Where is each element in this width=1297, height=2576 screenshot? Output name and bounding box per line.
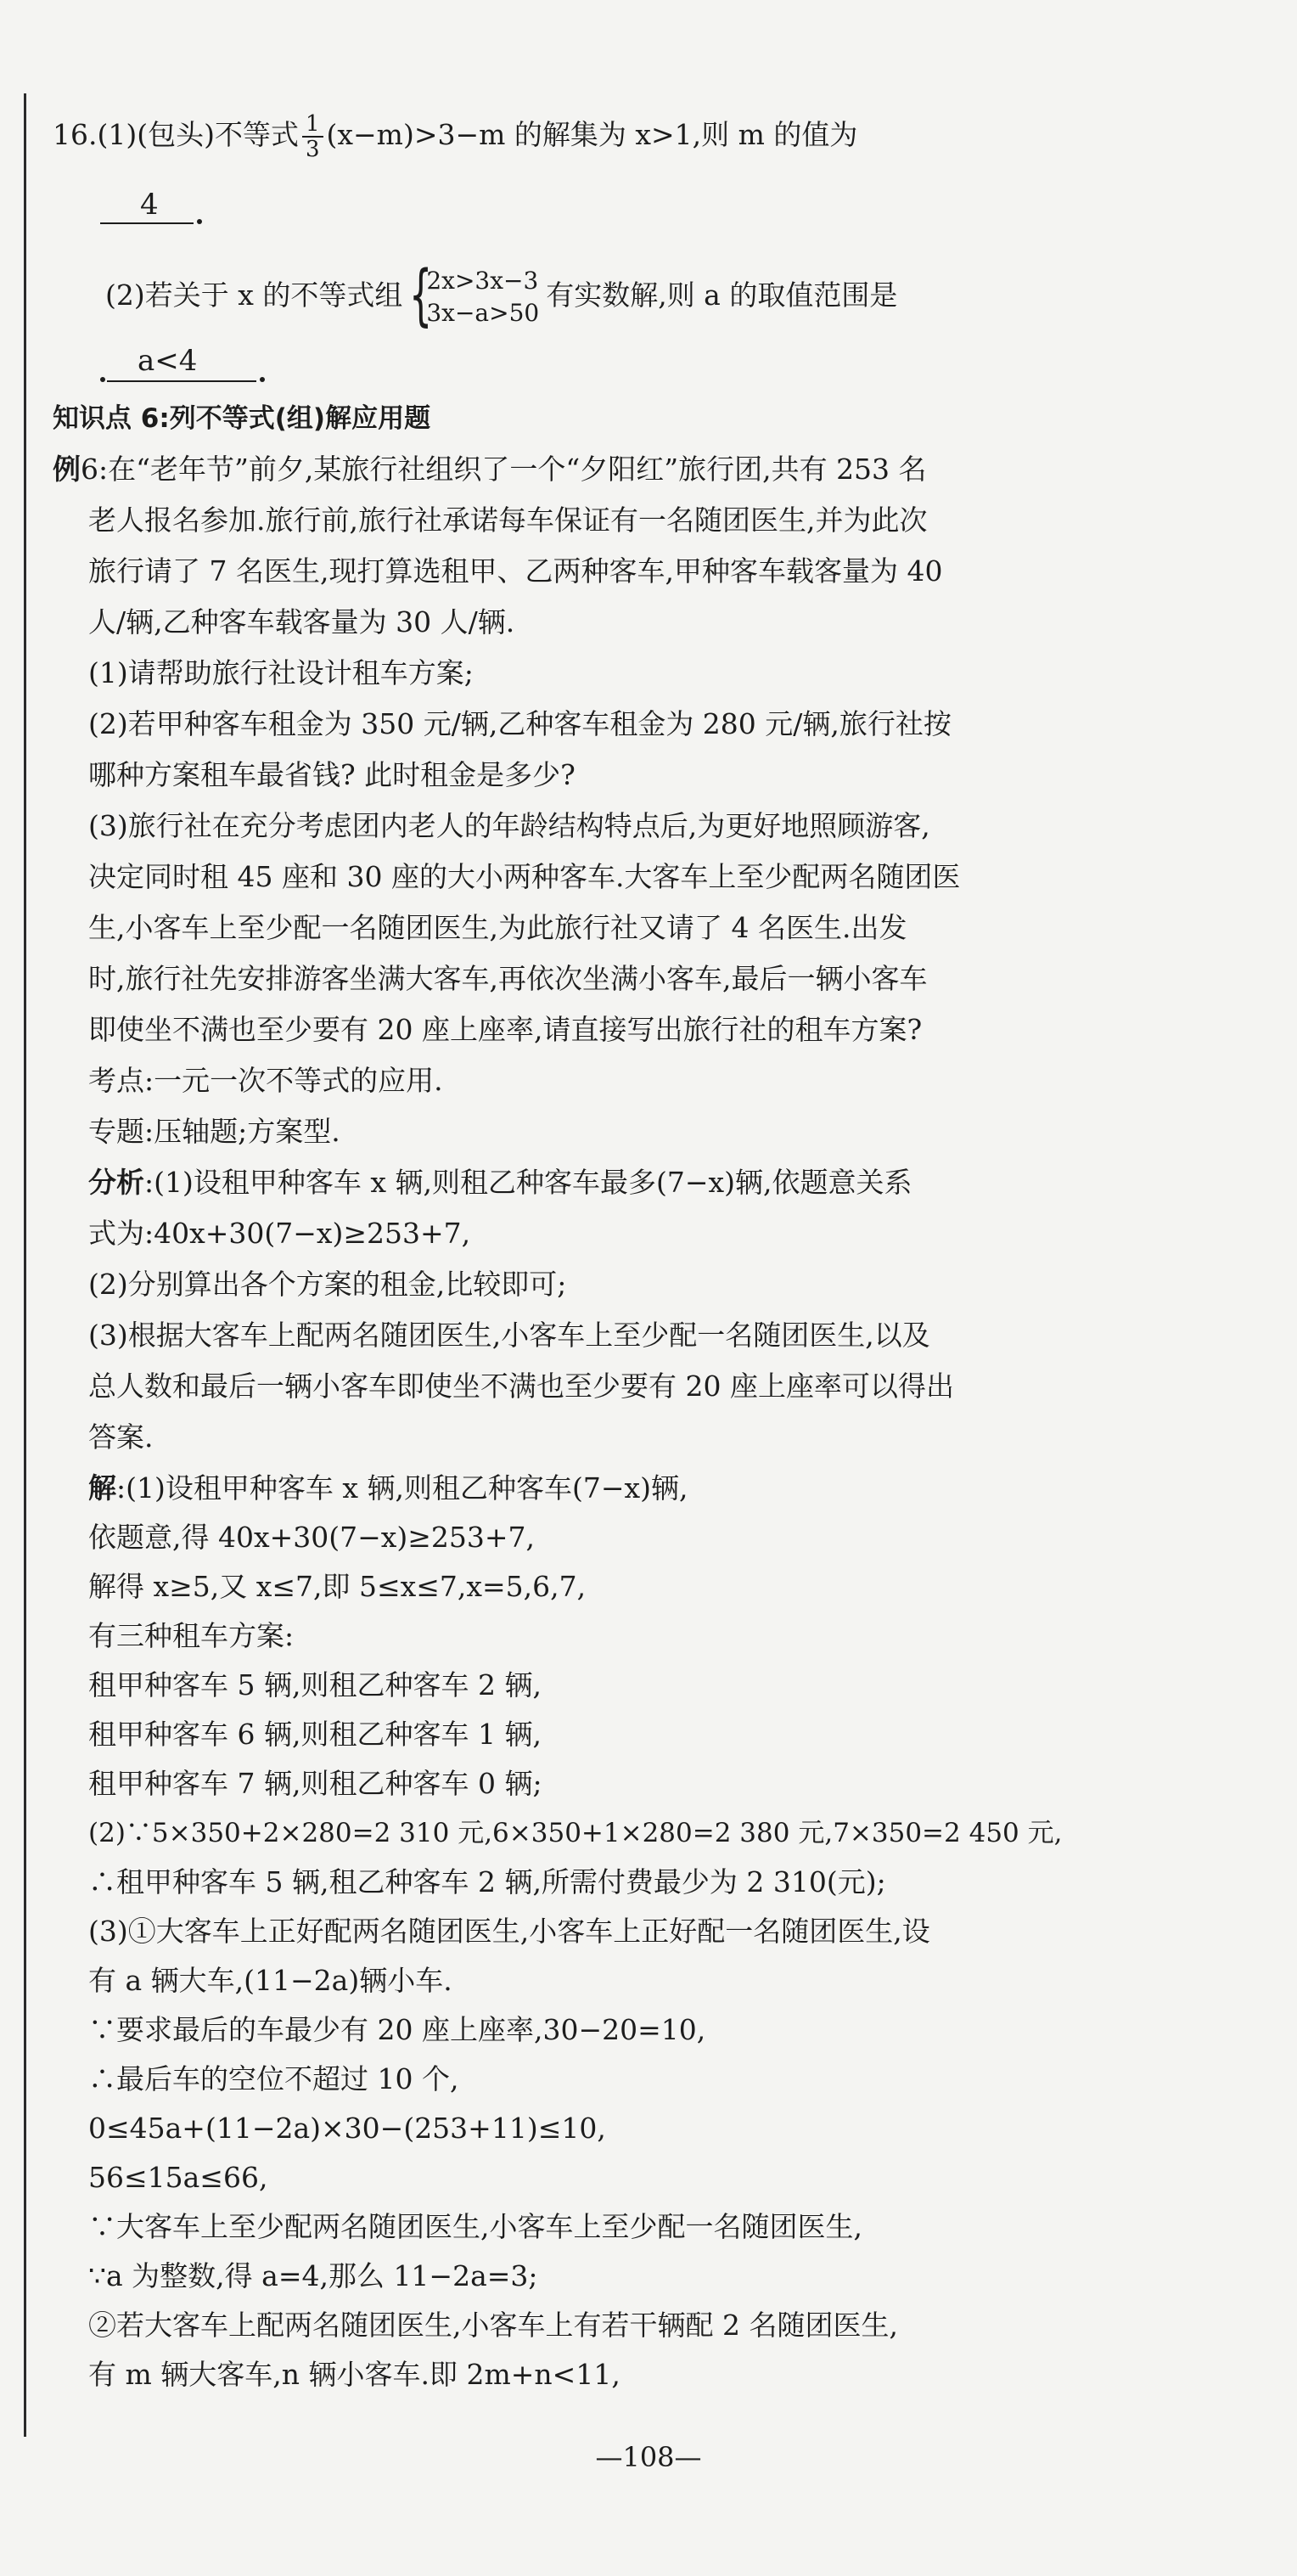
margin-rule [24,93,26,2437]
example-line: (2)若甲种客车租金为 350 元/辆,乙种客车租金为 280 元/辆,旅行社按 [88,707,952,740]
analysis-line: 答案. [88,1420,154,1454]
q16-part1-prefix: 16.(1)(包头)不等式 [53,118,299,151]
solution-line: 租甲种客车 5 辆,则租乙种客车 2 辆, [88,1668,542,1701]
solution-line: 56≤15a≤66, [88,2161,268,2194]
fraction [302,112,323,161]
solution-line: 租甲种客车 6 辆,则租乙种客车 1 辆, [88,1718,542,1751]
fraction-numerator: 1 [302,112,323,138]
analysis-line: (3)根据大客车上配两名随团医生,小客车上至少配一名随团医生,以及 [88,1319,930,1352]
solution-line: ②若大客车上配两名随团医生,小客车上有若干辆配 2 名随团医生, [88,2309,898,2342]
analysis-line: 总人数和最后一辆小客车即使坐不满也至少要有 20 座上座率可以得出 [88,1370,954,1403]
q16-part2-prefix: (2)若关于 x 的不等式组 [105,278,403,312]
solution-line: 租甲种客车 7 辆,则租乙种客车 0 辆; [88,1767,542,1800]
fraction-denominator: 3 [305,137,320,162]
solution-line: ∵a 为整数,得 a=4,那么 11−2a=3; [88,2259,538,2292]
analysis-line-0 [88,1163,1297,1202]
q16-part1 [53,112,1275,161]
analysis-label: 分析 [88,1166,144,1199]
answer-2-underline [107,380,256,382]
example-line: 哪种方案租车最省钱? 此时租金是多少? [88,758,576,791]
solution-label: 解 [88,1471,116,1505]
q16-part2-suffix: 有实数解,则 a 的取值范围是 [546,278,898,312]
answer-1: 4 [140,188,159,222]
page-number: —108— [595,2441,702,2473]
solution-line: 有 m 辆大客车,n 辆小客车.即 2m+n<11, [88,2358,620,2391]
example-line: 决定同时租 45 座和 30 座的大小两种客车.大客车上至少配两名随团医 [88,860,961,893]
system-line-1: 2x>3x−3 [426,267,539,295]
solution-line: ∵大客车上至少配两名随团医生,小客车上至少配一名随团医生, [88,2210,862,2243]
example-line: (3)旅行社在充分考虑团内老人的年龄结构特点后,为更好地照顾游客, [88,809,930,842]
solution-text: :(1)设租甲种客车 x 辆,则租乙种客车(7−x)辆, [116,1471,688,1505]
inequality-system [409,257,540,334]
period-dot [260,377,265,382]
solution-line: 0≤45a+(11−2a)×30−(253+11)≤10, [88,2112,606,2145]
solution-line: (2)∵5×350+2×280=2 310 元,6×350+1×280=2 380 元,7×350=2 450 元, [88,1818,1063,1848]
example-line: 旅行请了 7 名医生,现打算选租甲、乙两种客车,甲种客车载客量为 40 [88,554,943,588]
q16-part1-suffix: (x−m)>3−m 的解集为 x>1,则 m 的值为 [326,118,858,151]
analysis-line: (2)分别算出各个方案的租金,比较即可; [88,1268,567,1301]
example-line: 生,小客车上至少配一名随团医生,为此旅行社又请了 4 名医生.出发 [88,911,907,944]
period-dot [100,377,105,382]
system-line-2: 3x−a>50 [426,299,540,327]
solution-line: 依题意,得 40x+30(7−x)≥253+7, [88,1521,536,1554]
solution-line: 有三种租车方案: [88,1619,295,1652]
answer-1-underline [100,222,194,224]
solution-line: ∴最后车的空位不超过 10 个, [88,2062,459,2095]
exam-point: 考点:一元一次不等式的应用. [88,1064,443,1097]
example-line: 老人报名参加.旅行前,旅行社承诺每车保证有一名随团医生,并为此次 [88,503,928,537]
example-line: 即使坐不满也至少要有 20 座上座率,请直接写出旅行社的租车方案? [88,1013,923,1046]
analysis-line: 式为:40x+30(7−x)≥253+7, [88,1217,471,1250]
example-line: 人/辆,乙种客车载客量为 30 人/辆. [88,605,515,638]
example-line: 时,旅行社先安排游客坐满大客车,再依次坐满小客车,最后一辆小客车 [88,962,928,995]
section-title: 知识点 6:列不等式(组)解应用题 [53,403,431,434]
solution-line: ∴租甲种客车 5 辆,租乙种客车 2 辆,所需付费最少为 2 310(元); [88,1865,886,1898]
solution-line-0 [88,1469,1297,1508]
solution-line: 解得 x≥5,又 x≤7,即 5≤x≤7,x=5,6,7, [88,1570,587,1603]
example-text: 6:在“老年节”前夕,某旅行社组织了一个“夕阳红”旅行团,共有 253 名 [81,453,927,486]
period-dot [197,219,202,224]
solution-line: (3)①大客车上正好配两名随团医生,小客车上正好配一名随团医生,设 [88,1915,930,1948]
answer-2: a<4 [138,344,198,378]
example-line: (1)请帮助旅行社设计租车方案; [88,656,474,689]
example-line-0 [53,450,1275,489]
solution-line: ∵要求最后的车最少有 20 座上座率,30−20=10, [88,2013,706,2046]
brace-symbol: { [409,257,433,334]
analysis-text: :(1)设租甲种客车 x 辆,则租乙种客车最多(7−x)辆,依题意关系 [144,1166,912,1199]
q16-part2 [105,257,1297,334]
example-label: 例 [53,453,81,486]
topic-line: 专题:压轴题;方案型. [88,1115,340,1148]
solution-line: 有 a 辆大车,(11−2a)辆小车. [88,1964,452,1997]
